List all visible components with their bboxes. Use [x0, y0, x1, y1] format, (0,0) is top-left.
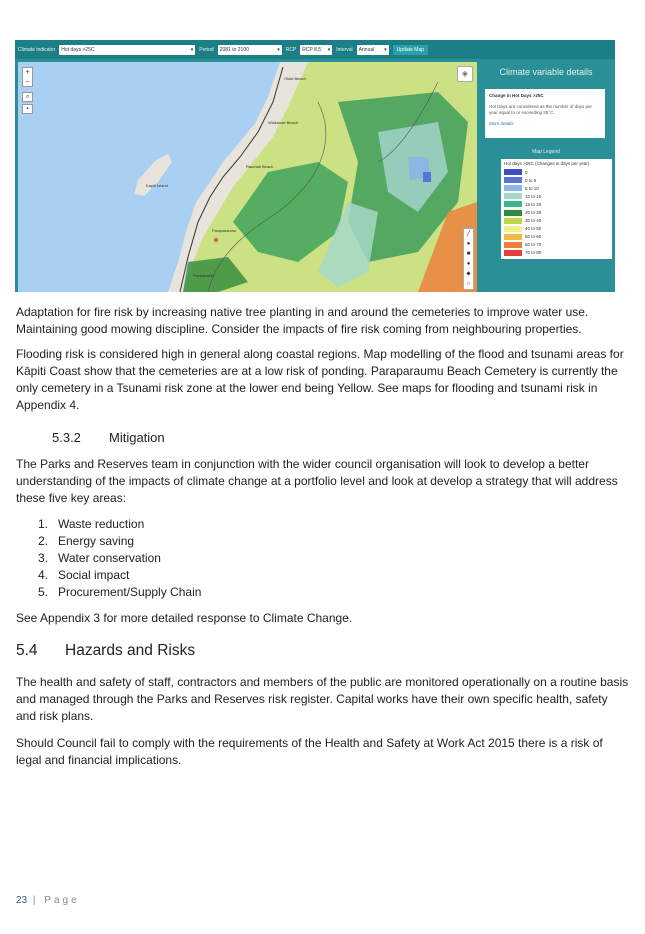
legend-swatch: [504, 169, 522, 175]
map-label-town3: Paraparaumu: [212, 228, 237, 233]
page-number: 23: [16, 895, 28, 906]
list-item: [38, 567, 201, 584]
list-item: [38, 584, 201, 601]
key-areas-list: [38, 516, 201, 601]
legend-label: 40 to 50: [525, 226, 542, 232]
list-text: Procurement/Supply Chain: [58, 585, 202, 599]
legend-entry: [504, 200, 609, 208]
legend-label: 0: [525, 169, 528, 175]
zoom-out-icon[interactable]: –: [25, 78, 30, 85]
legend-swatch: [504, 234, 522, 240]
list-text: Waste reduction: [58, 517, 145, 531]
list-text: Social impact: [58, 568, 130, 582]
map-label-town4: Waikanae Beach: [268, 120, 299, 125]
legend-label: 50 to 60: [525, 234, 542, 240]
legend-entry: [504, 184, 609, 192]
indicator-select[interactable]: [59, 45, 195, 55]
map-canvas[interactable]: [18, 62, 477, 292]
climate-map-screenshot: [15, 40, 615, 292]
legend-swatch: [504, 210, 522, 216]
legend-label: 30 to 40: [525, 218, 542, 224]
section-number: 5.3.2: [52, 430, 81, 445]
legend-swatch: [504, 193, 522, 199]
marker-icon[interactable]: ⬥: [466, 271, 471, 277]
layers-icon[interactable]: ◈: [457, 66, 473, 82]
map-graphic: [18, 62, 477, 292]
legend-entry: [504, 241, 609, 249]
chevron-down-icon: ▾: [277, 46, 280, 53]
list-number: 2.: [38, 534, 49, 548]
draw-point-icon[interactable]: ●: [466, 241, 471, 247]
legend-label: 15 to 20: [525, 201, 542, 207]
draw-toolbar: [463, 228, 474, 290]
zoom-control: [22, 67, 33, 87]
legend-entry: [504, 192, 609, 200]
legend-header: Hot days >25C (Changes in days per year): [504, 161, 590, 166]
rcp-select-value: RCP 8.5: [302, 46, 322, 53]
legend-title: Map Legend: [532, 149, 560, 155]
map-label-town1: Paekakariki: [193, 273, 214, 278]
section-heading-5-3-2: [52, 430, 165, 445]
page-word: Page: [44, 895, 80, 906]
map-label-island: Kapiti Island: [146, 183, 168, 188]
period-select-value: 2081 to 2100: [219, 46, 249, 53]
map-label-town2: Raumati Beach: [246, 164, 274, 169]
map-legend: [501, 159, 612, 259]
more-details-link[interactable]: More details: [489, 121, 514, 126]
list-number: 5.: [38, 585, 49, 599]
info-card-title: Change in Hot Days >25C: [489, 93, 544, 98]
indicator-select-value: Hot days >25C: [61, 46, 95, 53]
legend-entry: [504, 176, 609, 184]
legend-rows: [504, 168, 609, 257]
legend-swatch: [504, 226, 522, 232]
legend-label: 70 to 80: [525, 250, 542, 256]
legend-swatch: [504, 177, 522, 183]
list-number: 1.: [38, 517, 49, 531]
interval-select-value: Annual: [358, 46, 375, 53]
page-separator: |: [27, 895, 45, 906]
info-card: [485, 89, 605, 138]
legend-swatch: [504, 218, 522, 224]
chevron-down-icon: ▾: [327, 46, 331, 53]
climate-details-panel: [477, 59, 615, 292]
legend-swatch: [504, 185, 522, 191]
legend-entry: [504, 225, 609, 233]
panel-title: Climate variable details: [499, 67, 593, 77]
legend-label: 20 to 30: [525, 210, 542, 216]
map-label-town5: Otaki Beach: [284, 76, 306, 81]
indicator-label: Climate indicator: [18, 46, 56, 53]
update-map-button[interactable]: Update Map: [393, 45, 428, 55]
list-text: Energy saving: [58, 534, 135, 548]
interval-select[interactable]: [357, 45, 389, 55]
legend-entry: [504, 217, 609, 225]
legend-swatch: [504, 250, 522, 256]
legend-entry: [504, 249, 609, 257]
clear-icon[interactable]: ○: [466, 281, 471, 287]
period-label: Period: [199, 46, 214, 53]
draw-circle-icon[interactable]: ●: [466, 261, 471, 267]
paragraph-appendix-3: See Appendix 3 for more detailed response to Climate Change.: [16, 611, 353, 625]
info-card-text: Hot Days are considered as the number of days per year equal to or exceeding 25°C.: [489, 104, 593, 115]
section-heading-5-4: [16, 642, 195, 660]
zoom-in-icon[interactable]: +: [25, 69, 30, 76]
period-select[interactable]: [218, 45, 282, 55]
legend-swatch: [504, 201, 522, 207]
map-toolbar: [15, 40, 615, 59]
rcp-label: RCP: [285, 46, 297, 53]
draw-line-icon[interactable]: ╱: [466, 231, 471, 237]
list-item: [38, 550, 201, 567]
legend-label: 10 to 15: [525, 193, 542, 199]
legend-label: 60 to 70: [525, 242, 542, 248]
legend-entry: [504, 233, 609, 241]
list-item: [38, 533, 201, 550]
list-text: Water conservation: [58, 551, 161, 565]
paragraph-flooding-risk: Flooding risk is considered high in general along coastal regions. Map modelling of the flood and tsunami areas for Kāpiti Coast show that the cemeteries are at a low risk of ponding. Paraparaumu Beach Cemetery is currently the only cemetery in a Tsunami risk zone at the lower end being Yellow. See maps for flooding and tsunami risk in Appendix 4.: [16, 347, 624, 412]
paragraph-health-safety: The health and safety of staff, contractors and members of the public are monitored operationally on a routine basis and managed through the Parks and Reserves risk register. Capital works have their own specific health, safety and risk plans.: [16, 675, 629, 723]
legend-entry: [504, 208, 609, 216]
legend-label: 5 to 10: [525, 185, 539, 191]
paragraph-mitigation: The Parks and Reserves team in conjunction with the wider council organisation will look to develop a better understanding of the impacts of climate change at a portfolio level and look at develop a strategy that will address these five key areas:: [16, 457, 618, 505]
page-footer: [16, 895, 80, 906]
fullscreen-icon[interactable]: ▪: [22, 104, 33, 114]
draw-square-icon[interactable]: ■: [466, 251, 471, 257]
paragraph-fire-risk: Adaptation for fire risk by increasing native tree planting in and around the cemeteries to improve water use. Maintaining good mowing discipline. Consider the impacts of fire risk coming from neighbouring properties.: [16, 305, 589, 336]
paragraph-compliance: Should Council fail to comply with the requirements of the Health and Safety at Work Act 2015 there is a risk of legal and financial implications.: [16, 736, 603, 767]
list-number: 3.: [38, 551, 49, 565]
rcp-select[interactable]: [300, 45, 332, 55]
legend-swatch: [504, 242, 522, 248]
list-item: [38, 516, 201, 533]
chevron-down-icon: ▾: [384, 46, 387, 53]
search-icon[interactable]: ⌕: [22, 92, 33, 102]
section-title: Hazards and Risks: [65, 642, 196, 659]
section-title: Mitigation: [109, 430, 165, 445]
list-number: 4.: [38, 568, 49, 582]
legend-label: 0 to 5: [525, 177, 537, 183]
chevron-down-icon: ▾: [190, 46, 194, 53]
interval-label: Interval: [336, 46, 353, 53]
section-number: 5.4: [16, 642, 38, 659]
legend-entry: [504, 168, 609, 176]
